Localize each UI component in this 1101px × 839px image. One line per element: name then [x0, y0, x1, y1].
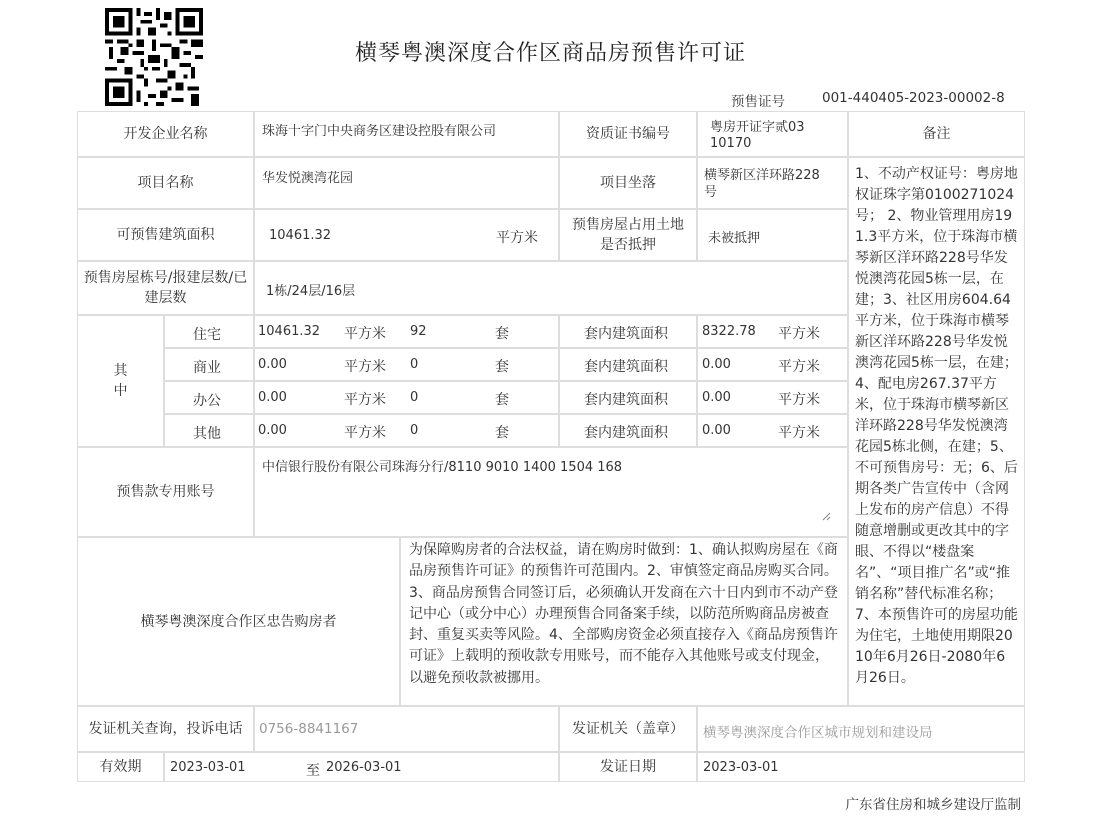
breakdown-inner-label-cell: [559, 315, 697, 348]
breakdown-area-cell: [254, 414, 559, 447]
advice-label: 横琴粤澳深度合作区忠告购房者: [77, 537, 400, 706]
mortgage-cell: [697, 209, 848, 261]
breakdown-area-cell: [254, 348, 559, 381]
breakdown-count-unit: 套: [495, 326, 509, 342]
remarks-label: 备注: [848, 111, 1025, 157]
location-cell: [697, 157, 848, 209]
breakdown-inner-unit: 平方米: [778, 392, 820, 408]
breakdown-inner-unit: 平方米: [778, 326, 820, 342]
breakdown-type-cell: [164, 414, 254, 447]
breakdown-area-unit: 平方米: [344, 326, 386, 342]
breakdown-area-unit: 平方米: [344, 359, 386, 375]
breakdown-area: 0.00: [258, 390, 287, 405]
breakdown-inner-label: 套内建筑面积: [584, 326, 668, 342]
breakdown-type-cell: [164, 348, 254, 381]
issuer-value: 横琴粤澳深度合作区城市规划和建设局: [703, 725, 933, 741]
breakdown-area-unit: 平方米: [344, 425, 386, 441]
breakdown-count-unit: 套: [495, 392, 509, 408]
breakdown-count: 0: [410, 357, 419, 372]
location-value: 横琴新区洋环路228号: [704, 168, 820, 200]
developer-cell: [254, 111, 559, 157]
breakdown-inner-label-cell: [559, 381, 697, 414]
breakdown-count-unit: 套: [495, 425, 509, 441]
project-value: 华发悦澳湾花园: [262, 171, 354, 186]
breakdown-type-cell: [164, 381, 254, 414]
area-cell: [254, 209, 559, 261]
breakdown-inner-label: 套内建筑面积: [584, 359, 668, 375]
validity-cell: [164, 752, 559, 782]
breakdown-type: 商业: [193, 360, 221, 376]
breakdown-type: 办公: [193, 393, 221, 409]
project-label: 项目名称: [77, 157, 254, 209]
breakdown-inner-cell: [697, 315, 848, 348]
developer-label: 开发企业名称: [77, 111, 254, 157]
project-cell: [254, 157, 559, 209]
breakdown-count: 0: [410, 390, 419, 405]
breakdown-label: 其中: [77, 315, 164, 447]
area-value: 10461.32: [269, 228, 332, 243]
certificate-label: 预售证号: [731, 94, 785, 110]
breakdown-type: 其他: [193, 426, 221, 442]
certificate-number: 001-440405-2023-00002-8: [822, 90, 1005, 106]
area-label: 可预售建筑面积: [77, 209, 254, 261]
breakdown-area: 0.00: [258, 357, 287, 372]
location-label: 项目坐落: [559, 157, 697, 209]
mortgage-value: 未被抵押: [708, 231, 761, 246]
buildings-cell: [254, 261, 848, 315]
validity-from: 2023-03-01: [170, 760, 246, 775]
area-unit: 平方米: [496, 230, 538, 246]
breakdown-area-cell: [254, 381, 559, 414]
developer-value: 珠海十字门中央商务区建设控股有限公司: [262, 124, 497, 139]
breakdown-count-unit: 套: [495, 359, 509, 375]
breakdown-type-cell: [164, 315, 254, 348]
issuer-cell: [697, 706, 1025, 752]
breakdown-inner-label: 套内建筑面积: [584, 392, 668, 408]
mortgage-label: 预售房屋占用土地是否抵押: [559, 209, 697, 261]
inquiry-value: 0756-8841167: [259, 721, 359, 737]
breakdown-area-unit: 平方米: [344, 392, 386, 408]
breakdown-count: 92: [410, 324, 427, 339]
account-field[interactable]: [255, 448, 831, 521]
validity-to: 2026-03-01: [326, 760, 402, 775]
breakdown-inner-unit: 平方米: [778, 359, 820, 375]
buildings-label: 预售房屋栋号/报建层数/已建层数: [77, 261, 254, 315]
issuer-label: 发证机关（盖章）: [559, 706, 697, 752]
issue-date-label: 发证日期: [559, 752, 697, 782]
breakdown-inner-cell: [697, 348, 848, 381]
validity-to-label: 至: [306, 763, 320, 779]
validity-label: 有效期: [77, 752, 164, 782]
footer-text: 广东省住房和城乡建设厅监制: [845, 797, 1021, 813]
remarks-text: 1、不动产权证号：粤房地权证珠字第0100271024号； 2、物业管理用房191.3平方米，位于珠海市横琴新区洋环路228号华发悦澳湾花园5栋一层，在建；3、社区用房604.64平方米，位于珠海市横琴新区洋环路228号华发悦澳湾花园5栋一层，在建；4、配电房267.37平方米，位于珠海市横琴新区洋环路228号华发悦澳湾花园5栋北侧，在建；5、不可预售房号：无；6、后期各类广告宣传中（含网上发布的房产信息）不得随意增删或更改其中的字眼、不得以“楼盘案名”、“项目推广名”或“推销名称”替代标准名称；7、本预售许可的房屋功能为住宅，土地使用期限2010年6月26日-2080年6月26日。: [848, 157, 1025, 706]
advice-text: 为保障购房者的合法权益，请在购房时做到：1、确认拟购房屋在《商品房预售许可证》的预售许可范围内。2、审慎签定商品房购买合同。3、商品房预售合同签订后，必须确认开发商在六十日内到市不动产登记中心（或分中心）办理预售合同备案手续，以防范所购商品房被查封、重复买卖等风险。4、全部购房资金必须直接存入《商品房预售许可证》上载明的预收款专用账号，而不能存入其他账号或支付现金，以避免预收款被挪用。: [400, 537, 848, 706]
breakdown-inner: 8322.78: [702, 324, 756, 339]
resize-handle-icon[interactable]: [821, 511, 831, 521]
breakdown-inner-label-cell: [559, 414, 697, 447]
breakdown-inner-cell: [697, 414, 848, 447]
page-title: 横琴粤澳深度合作区商品房预售许可证: [354, 41, 746, 66]
inquiry-cell: [254, 706, 559, 752]
breakdown-inner-label-cell: [559, 348, 697, 381]
breakdown-inner-cell: [697, 381, 848, 414]
breakdown-inner: 0.00: [702, 423, 731, 438]
breakdown-inner: 0.00: [702, 390, 731, 405]
account-cell: [254, 447, 848, 537]
qualification-label: 资质证书编号: [559, 111, 697, 157]
breakdown-area: 10461.32: [258, 324, 321, 339]
breakdown-inner-label: 套内建筑面积: [584, 425, 668, 441]
inquiry-label: 发证机关查询，投诉电话: [77, 706, 254, 752]
breakdown-type: 住宅: [193, 327, 221, 343]
issue-date-cell: [697, 752, 1025, 782]
qualification-cell: [697, 111, 848, 157]
breakdown-inner: 0.00: [702, 357, 731, 372]
account-value: 中信银行股份有限公司珠海分行/8110 9010 1400 1504 168: [262, 460, 623, 475]
breakdown-inner-unit: 平方米: [778, 425, 820, 441]
buildings-value: 1栋/24层/16层: [266, 284, 356, 299]
breakdown-count: 0: [410, 423, 419, 438]
account-label: 预售款专用账号: [77, 447, 254, 537]
issue-date-value: 2023-03-01: [703, 760, 779, 775]
breakdown-area-cell: [254, 315, 559, 348]
breakdown-area: 0.00: [258, 423, 287, 438]
qualification-value: 粤房开证字贰0310170: [710, 120, 805, 151]
